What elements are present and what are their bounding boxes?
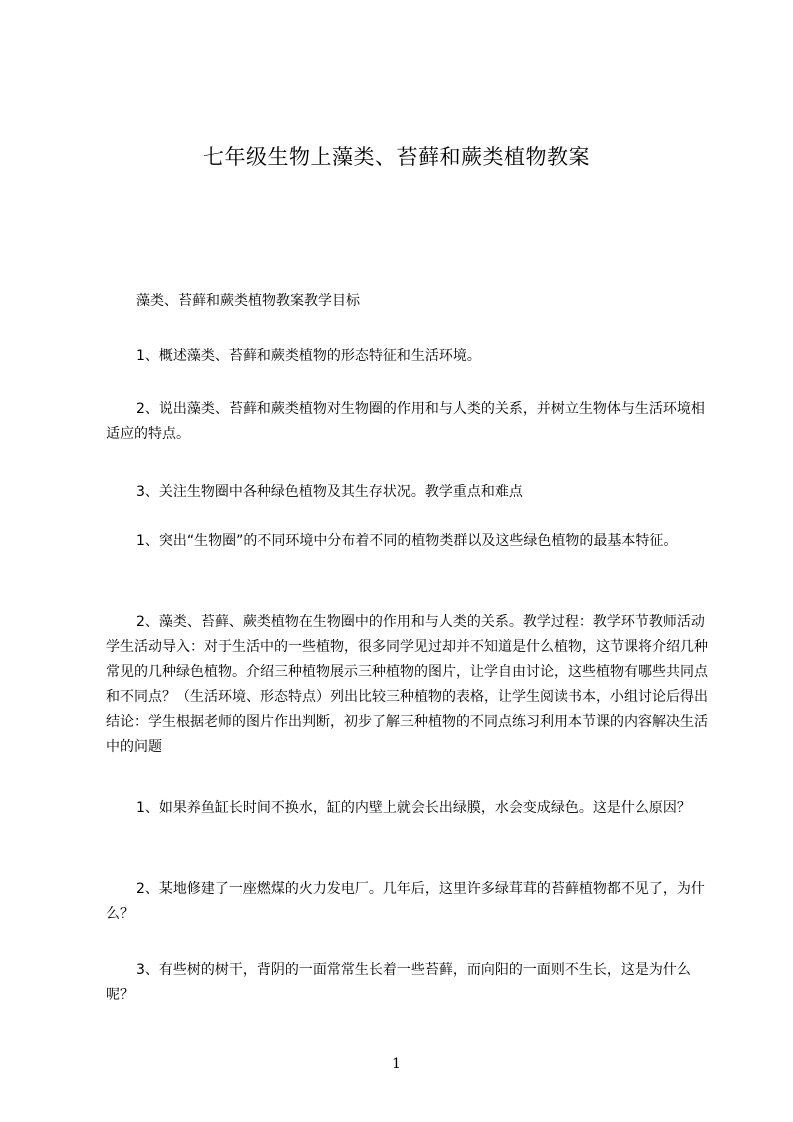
paragraph-goal-3: 3、关注生物圈中各种绿色植物及其生存状况。教学重点和难点: [136, 484, 523, 500]
page-number: 1: [392, 1056, 401, 1072]
paragraph-question-1: 1、如果养鱼缸长时间不换水，缸的内壁上就会长出绿膜，水会变成绿色。这是什么原因？: [136, 800, 691, 816]
paragraph-key-point-1: 1、突出“生物圈”的不同环境中分布着不同的植物类群以及这些绿色植物的最基本特征。: [136, 533, 678, 549]
paragraph-teaching-goals-heading: 藻类、苔藓和蕨类植物教案教学目标: [136, 293, 360, 309]
document-title: 七年级生物上藻类、苔藓和蕨类植物教案: [203, 145, 590, 169]
paragraph-key-point-2-process: 2、藻类、苔藓、蕨类植物在生物圈中的作用和与人类的关系。教学过程：教学环节教师活动学生活动导入：对于生活中的一些植物，很多同学见过却并不知道是什么植物，这节课将介绍几种常见的几种绿色植物。介绍三种植物展示三种植物的图片，让学自由讨论，这些植物有哪些共同点和不同点？（生活环境、形态特点）列出比较三种植物的表格，让学生阅读书本，小组讨论后得出结论：学生根据老师的图片作出判断，初步了解三种植物的不同点练习利用本节课的内容解决生活中的问题: [106, 614, 708, 755]
paragraph-goal-2: 2、说出藻类、苔藓和蕨类植物对生物圈的作用和与人类的关系，并树立生物体与生活环境相适应的特点。: [106, 401, 705, 442]
paragraph-goal-1: 1、概述藻类、苔藓和蕨类植物的形态特征和生活环境。: [136, 348, 481, 364]
paragraph-question-3: 3、有些树的树干，背阴的一面常常生长着一些苔藓，而向阳的一面则不生长，这是为什么呢？: [106, 962, 691, 1003]
paragraph-question-2: 2、某地修建了一座燃煤的火力发电厂。几年后，这里许多绿茸茸的苔藓植物都不见了，为什么？: [106, 881, 705, 922]
